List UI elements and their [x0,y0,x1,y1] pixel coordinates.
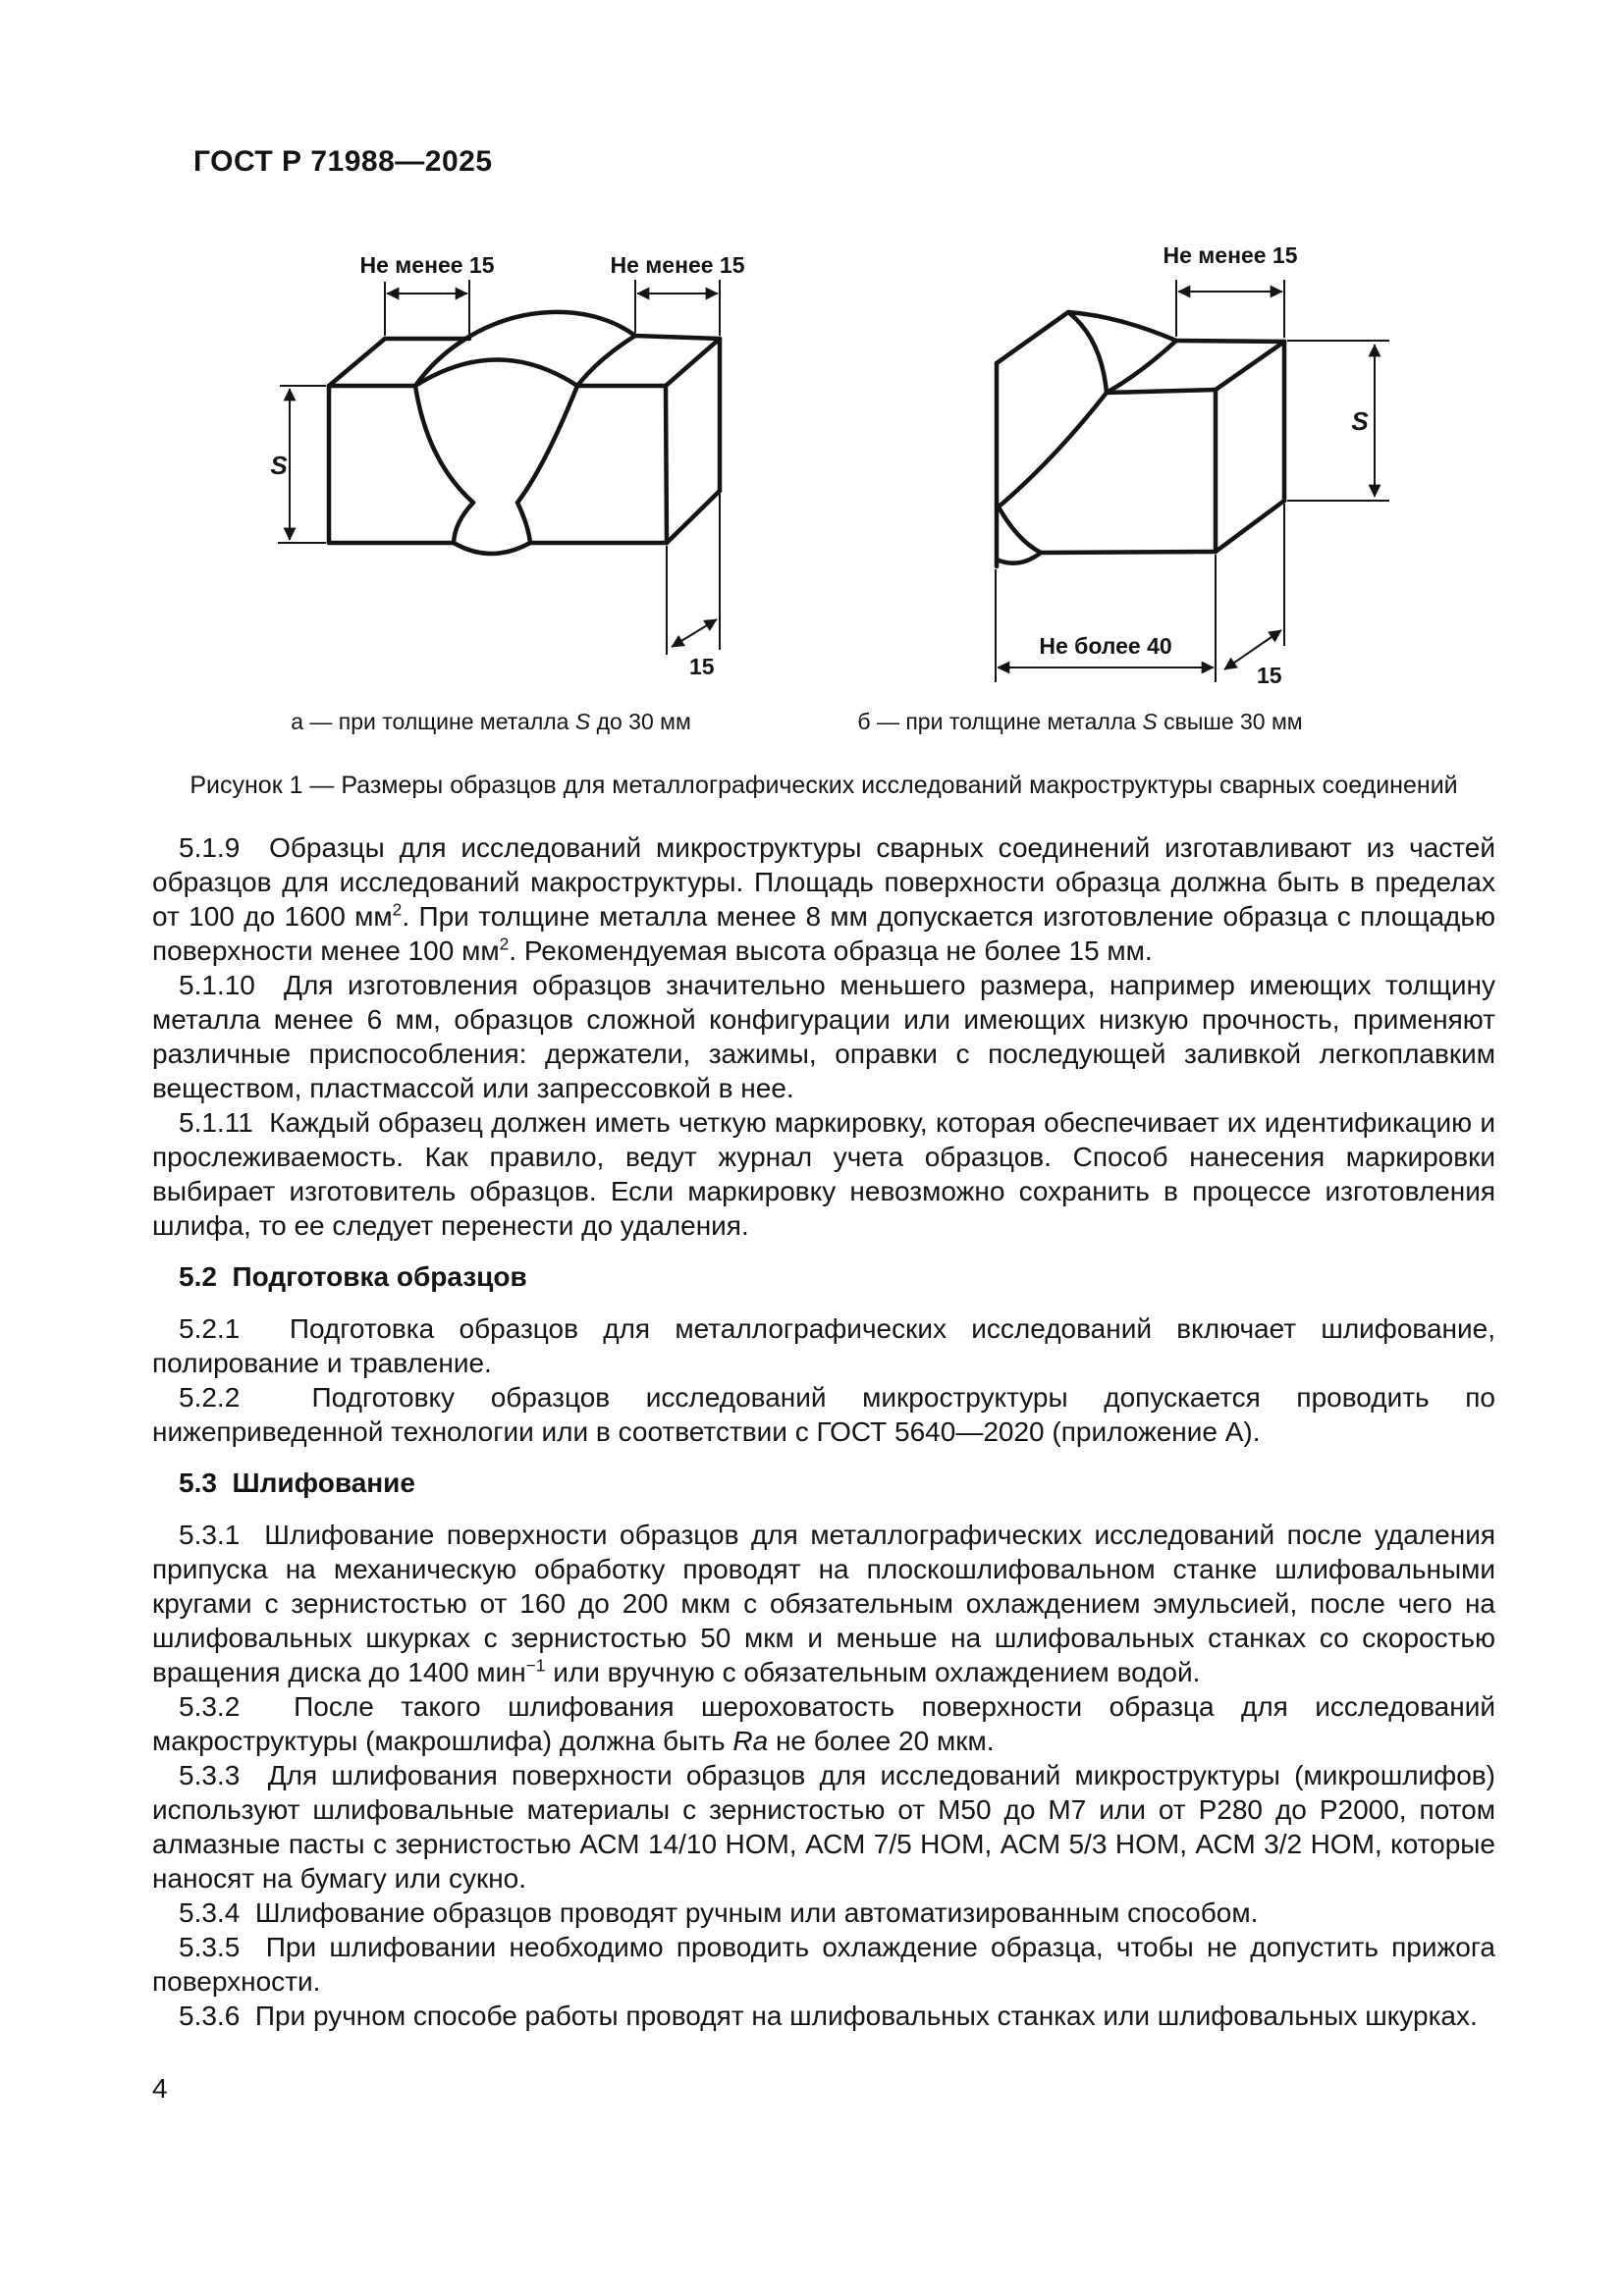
specimen-block-a [329,336,720,543]
weld-bead-a [415,312,635,554]
figure-b [933,226,1404,687]
paragraph: 5.1.11 Каждый образец должен иметь четкую маркировку, которая обеспечивает их идентификацию и прослеживаемость. Как правило, ведут журнал учета образцов. Способ нанесения маркировки выбирает изготовитель образцов. Если маркировку невозможно сохранить в процессе изготовления шлифа, то ее следует перенести до удаления. [152,1107,1495,1241]
section-heading: 5.2 Подготовка образцов [179,1261,527,1292]
paragraph: 5.2.2 Подготовку образцов исследований микроструктуры допускается проводить по нижеприведенной технологии или в соответствии с ГОСТ 5640—2020 (приложение А). [152,1382,1495,1447]
figure-a-drawing [255,226,923,687]
section-heading: 5.3 Шлифование [179,1468,415,1498]
document-header: ГОСТ Р 71988—2025 [193,145,493,178]
dimension-label: Не менее 15 [1163,242,1298,268]
body-text [152,830,1495,2033]
dimension-label: Не менее 15 [359,252,495,278]
figure-a [255,226,923,687]
paragraph: 5.1.10 Для изготовления образцов значительно меньшего размера, например имеющих толщину металла менее 6 мм, образцов сложной конфигурации или имеющих низкую прочность, применяют различные приспособления: держатели, зажимы, оправки с последующей заливкой легкоплавким веществом, пластмассой или запрессовкой в нее. [152,970,1495,1103]
dimensions-b [996,242,1389,687]
paragraph: 5.3.2 После такого шлифования шероховатость поверхности образца для исследований макроструктуры (макрошлифа) должна быть Ra не более 20 мкм. [152,1691,1495,1756]
paragraph: 5.3.4 Шлифование образцов проводят ручным или автоматизированным способом. [179,1897,1259,1928]
paragraph: 5.3.1 Шлифование поверхности образцов для металлографических исследований после удаления припуска на механическую обработку проводят на плоскошлифовальном станке шлифовальными кругами с зернистостью от 160 до 200 мкм с обязательным охлаждением эмульсией, после чего на шлифовальных шкурках с зернистостью 50 мкм и меньше на шлифовальных станках со скоростью вращения диска до 1400 мин$^{-1}$ или вручную с обязательным охлаждением водой. [152,1520,1495,1687]
figure-b-caption: б — при толщине металла S свыше 30 мм [857,709,1303,734]
dimension-label: Не более 40 [1039,633,1172,659]
dimension-label: 15 [1257,663,1282,687]
weld-bead-b [997,312,1176,563]
paragraph: 5.2.1 Подготовка образцов для металлографических исследований включает шлифование, полирование и травление. [152,1313,1495,1378]
dimension-label: 15 [689,654,715,679]
figure-caption: Рисунок 1 — Размеры образцов для металлографических исследований макроструктуры сварных соединений [189,772,1458,799]
dimensions-a [270,252,744,679]
dimension-label: Не менее 15 [610,252,745,278]
page-number: 4 [152,2073,168,2104]
dimension-label-s: S [1351,406,1369,436]
dimension-label-s: S [270,451,288,480]
paragraph: 5.3.5 При шлифовании необходимо проводить охлаждение образца, чтобы не допустить прижога поверхности. [152,1932,1495,1997]
specimen-block-b [997,312,1284,566]
paragraph: 5.3.6 При ручном способе работы проводят на шлифовальных станках или шлифовальных шкурках. [179,2001,1478,2031]
figure-b-drawing [933,226,1404,687]
figure-a-caption: а — при толщине металла S до 30 мм [291,709,691,734]
paragraph: 5.3.3 Для шлифования поверхности образцов для исследований микроструктуры (микрошлифов) используют шлифовальные материалы с зернистостью от М50 до М7 или от Р280 до Р2000, потом алмазные пасты с зернистостью АСМ 14/10 НОМ, АСМ 7/5 НОМ, АСМ 5/3 НОМ, АСМ 3/2 НОМ, которые наносят на бумагу или сукно. [152,1760,1495,1894]
paragraph: 5.1.9 Образцы для исследований микроструктуры сварных соединений изготавливают из частей образцов для исследований макроструктуры. Площадь поверхности образца должна быть в пределах от 100 до 1600 $мм^2$. При толщине металла менее 8 мм допускается изготовление образца с площадью поверхности менее 100 $мм^2$. Рекомендуемая высота образца не более 15 мм. [152,832,1495,966]
